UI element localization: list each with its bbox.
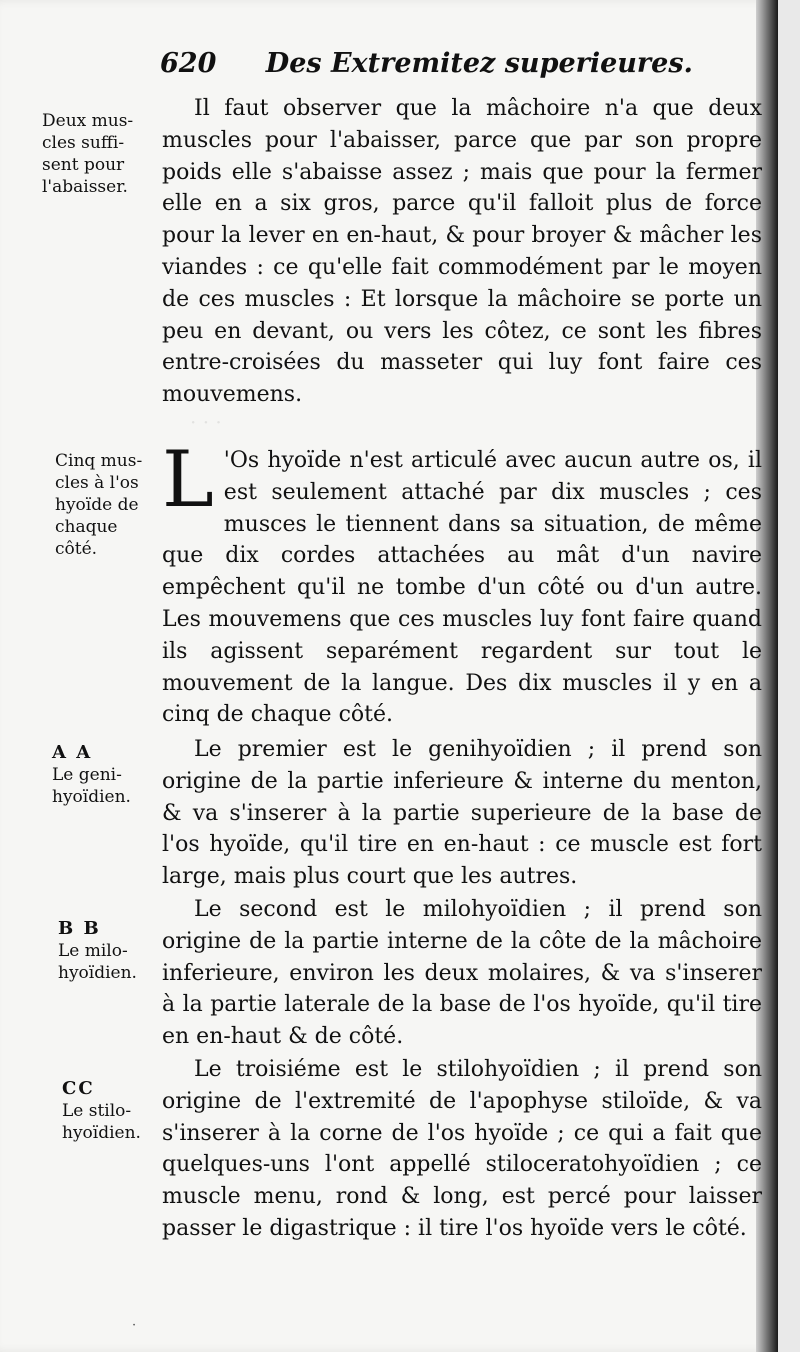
drop-cap: L: [162, 435, 214, 525]
running-title: Des Extremitez superieures.: [265, 48, 693, 79]
paragraph-machoire: Il faut observer que la mâchoire n'a que deux muscles pour l'abaisser, parce que par son propre poids elle s'abaisse assez ; mais que pour la fermer elle en a six gros, parce qu'il falloit plus de force pour la lever en en-haut, & pour broyer & mâcher les viandes : ce qu'elle fait commodément par le moyen de ces muscles : Et lorsque la mâchoire se porte un peu en devant, ou vers les côtez, ce sont les fibres entre-croisées du masseter qui luy font faire ces mouvemens.: [162, 96, 762, 408]
margin-note-genihyoidien: A A Le geni-hyoïdien.: [52, 742, 162, 808]
running-header: [160, 48, 693, 79]
paragraph-os-hyoide: L 'Os hyoïde n'est articulé avec aucun autre os, il est seulement attaché par dix muscles ; ces musces le tiennent dans sa situation, de même que dix cordes attachées au mât d'un navire empêchent qu'il ne tombe d'un côté ou d'un autre. Les mouvemens que ces muscles luy font faire quand ils agissent separément regardent sur tout le mouvement de la langue. Des dix muscles il y en a cinq de chaque côté.: [162, 435, 762, 728]
margin-note-hyoide: Cinq mus-cles à l'os hyoïde de chaque côté.: [55, 451, 143, 559]
bleed-through-text: · · ·: [190, 410, 222, 434]
figure-ref-cc: CC: [62, 1078, 95, 1099]
figure-ref-bb: B B: [58, 918, 101, 939]
paragraph-stilohyoidien: Le troisiéme est le stilohyoïdien ; il prend son origine de l'extremité de l'apophyse stiloïde, & va s'inserer à la corne de l'os hyoïde ; ce qui a fait que quelques-uns l'ont appellé stiloceratohyoïdien ; ce muscle menu, rond & long, est percé pour laisser passer le digastrique : il tire l'os hyoïde vers le côté.: [162, 1057, 762, 1241]
page-number: 620: [160, 48, 217, 79]
paragraph-milohyoidien: Le second est le milohyoïdien ; il prend son origine de la partie interne de la côte de la mâchoire inferieure, environ les deux molaires, & va s'inserer à la partie laterale de la base de l'os hyoïde, qu'il tire en en-haut & de côté.: [162, 897, 762, 1050]
figure-ref-aa: A A: [52, 742, 93, 763]
ink-speck: ·: [132, 1318, 137, 1333]
paragraph-genihyoidien: Le premier est le genihyoïdien ; il prend son origine de la partie inferieure & interne du menton, & va s'inserer à la partie superieure de la base de l'os hyoïde, qu'il tire en en-haut : ce muscle est fort large, mais plus court que les autres.: [162, 737, 762, 890]
margin-note-stilohyoidien: CC Le stilo-hyoïdien.: [62, 1078, 172, 1144]
margin-note-abaisser: Deux mus-cles suffi-sent pour l'abaisser.: [42, 111, 134, 197]
margin-note-milohyoidien: B B Le milo-hyoïdien.: [58, 918, 168, 984]
